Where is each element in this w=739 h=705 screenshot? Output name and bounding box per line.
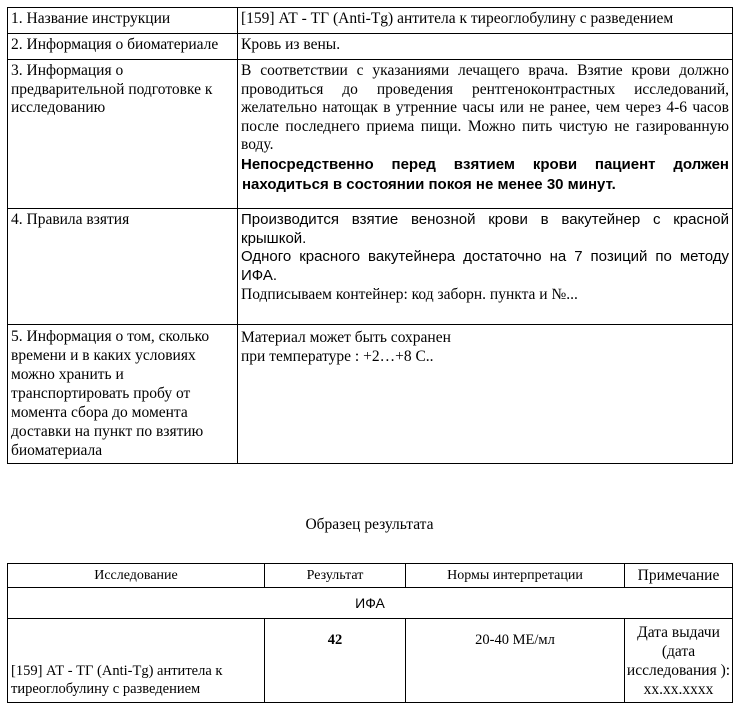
row-value: [159] АТ - ТГ (Anti-Tg) антитела к тиреоглобулину с разведением bbox=[238, 8, 733, 34]
column-header-test: Исследование bbox=[8, 564, 265, 588]
preparation-text: В соответствии с указаниями лечащего врача. Взятие крови должно проводиться до проведения рентгеноконтрастных исследований, желательно натощак в утренние часы или не ранее, чем через 4-6 часов после последнего приема пищи. Можно пить чистую не газированную воду. bbox=[241, 62, 729, 153]
row-value bbox=[238, 325, 733, 464]
result-test-name: [159] АТ - ТГ (Anti-Tg) антитела к тиреоглобулину с разведением bbox=[8, 619, 265, 703]
table-row bbox=[8, 619, 733, 703]
row-label: 3. Информация о предварительной подготовке к исследованию bbox=[8, 60, 238, 209]
row-label: 4. Правила взятия bbox=[8, 209, 238, 325]
sample-result-title: Образец результата bbox=[305, 516, 434, 533]
row-label: 2. Информация о биоматериале bbox=[8, 34, 238, 60]
table-row bbox=[8, 209, 733, 325]
result-note: Дата выдачи (дата исследования ): xx.xx.xxxx bbox=[625, 619, 733, 703]
storage-line-2: при температуре : +2…+8 С.. bbox=[241, 347, 434, 365]
row-value: Кровь из вены. bbox=[238, 34, 733, 60]
table-row bbox=[8, 8, 733, 34]
method-group-label: ИФА bbox=[8, 588, 733, 619]
row-value bbox=[238, 209, 733, 325]
table-header-row bbox=[8, 564, 733, 588]
row-value bbox=[238, 60, 733, 209]
preparation-bold-line-2: находиться в состоянии покоя не менее 30 минут. bbox=[242, 175, 616, 193]
table-group-row bbox=[8, 588, 733, 619]
storage-line-1: Материал может быть сохранен bbox=[241, 329, 451, 346]
collection-rule-3: Подписываем контейнер: код заборн. пункта и №... bbox=[241, 286, 578, 303]
column-header-norms: Нормы интерпретации bbox=[406, 564, 625, 588]
column-header-result: Результат bbox=[265, 564, 406, 588]
row-label: 1. Название инструкции bbox=[8, 8, 238, 34]
collection-rule-2: Одного красного вакутейнера достаточно на 7 позиций по методу ИФА. bbox=[241, 248, 729, 284]
sample-result-table bbox=[7, 563, 733, 703]
table-row bbox=[8, 325, 733, 464]
column-header-note: Примечание bbox=[625, 564, 733, 588]
result-value: 42 bbox=[265, 619, 406, 703]
collection-rule-1: Производится взятие венозной крови в вакутейнер с красной крышкой. bbox=[241, 211, 729, 247]
table-row bbox=[8, 60, 733, 209]
preparation-bold-line-1: Непосредственно перед взятием крови пациент должен bbox=[241, 155, 729, 173]
instruction-table bbox=[7, 7, 733, 464]
table-row bbox=[8, 34, 733, 60]
result-norm: 20-40 МЕ/мл bbox=[406, 619, 625, 703]
row-label: 5. Информация о том, сколько времени и в каких условиях можно хранить и транспортировать пробу от момента сбора до момента доставки на пункт по взятию биоматериала bbox=[8, 325, 238, 464]
